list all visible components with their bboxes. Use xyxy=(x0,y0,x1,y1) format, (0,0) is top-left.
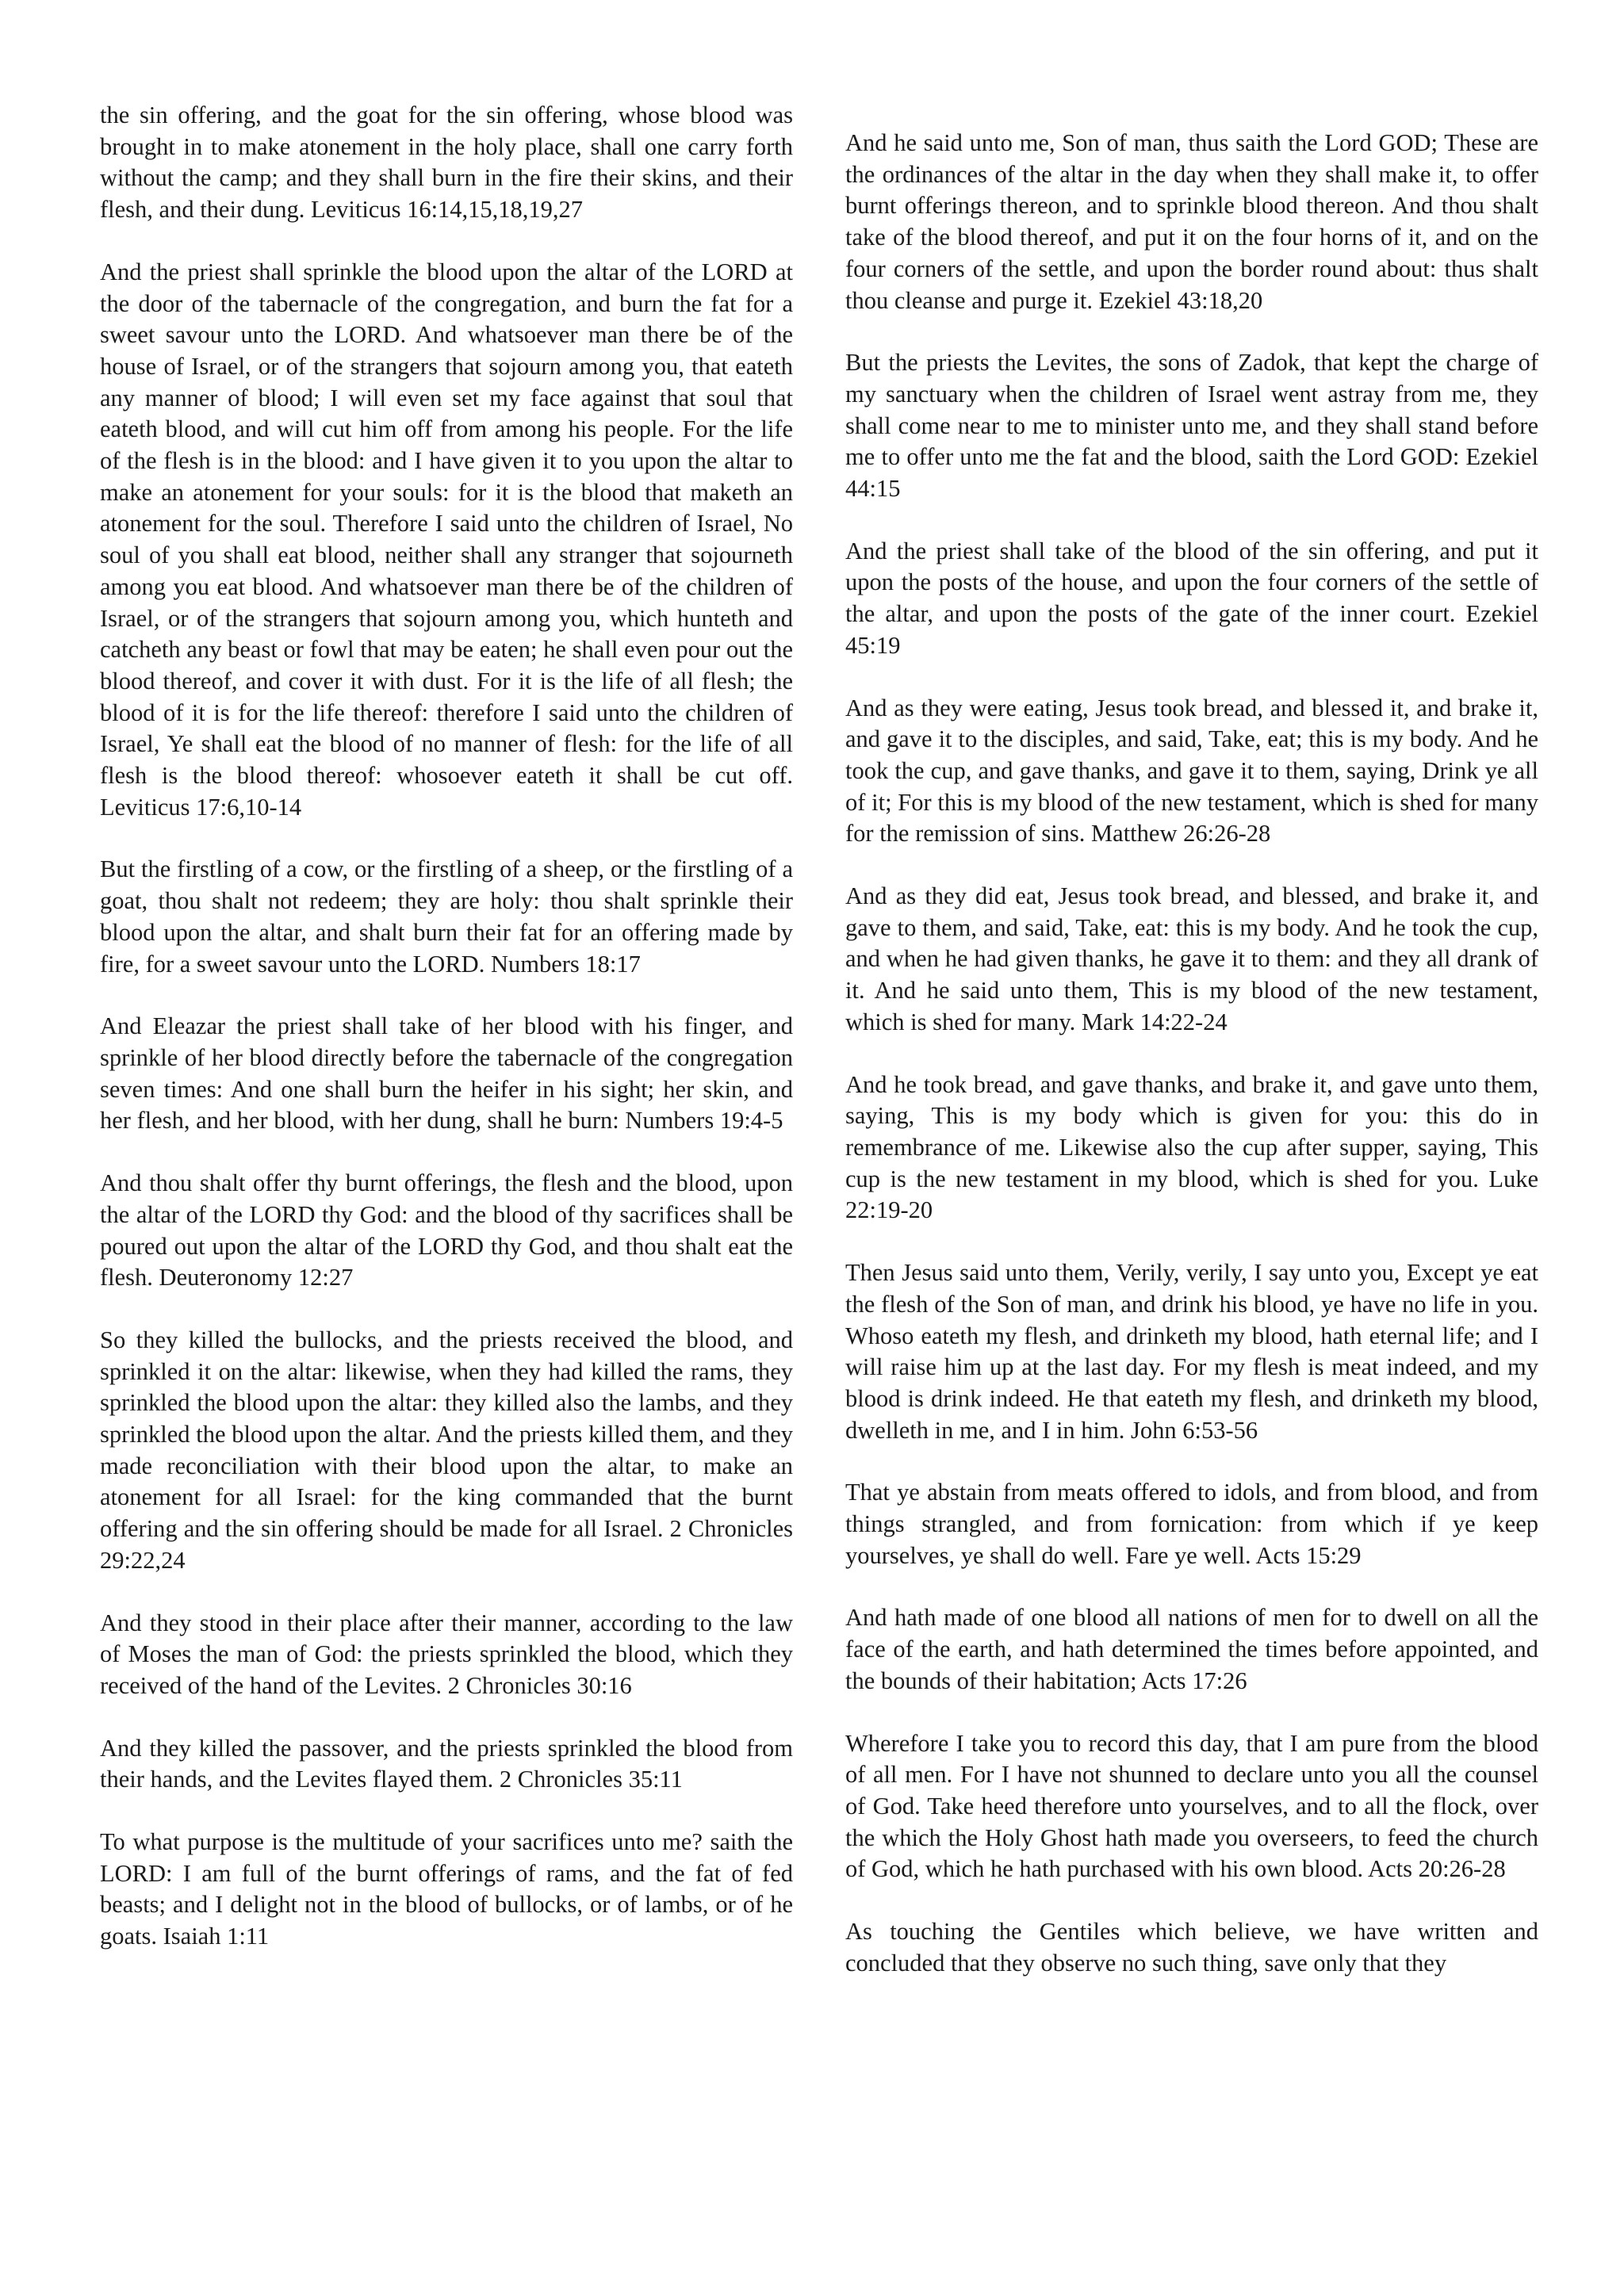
paragraph-mark-14: And as they did eat, Jesus took bread, and blessed, and brake it, and gave to them, and said, Take, eat: this is my body. And he took the cup, and when he had given thanks, he gave it to them: and they all drank of it. And he said unto them, This is my blood of the new testament, which is shed for many. Mark 14:22-24 xyxy=(845,882,1538,1035)
paragraph-2-chronicles-30: And they stood in their place after their manner, according to the law of Moses the man of God: the priests sprinkled the blood, which they received of the hand of the Levites. 2 Chronicles 30:16 xyxy=(100,1609,793,1699)
paragraph-2-chronicles-29: So they killed the bullocks, and the priests received the blood, and sprinkled it on the altar: likewise, when they had killed the rams, they sprinkled the blood upon the altar: they killed also the lambs, and they sprinkled the blood upon the altar. And the priests killed them, and they made reconciliation with their blood upon the altar, to make an atonement for all Israel: for the king commanded that the burnt offering and the sin offering should be made for all Israel. 2 Chronicles 29:22,24 xyxy=(100,1326,793,1574)
paragraph-leviticus-17: And the priest shall sprinkle the blood upon the altar of the LORD at the door of the tabernacle of the congregation, and burn the fat for a sweet savour unto the LORD. And whatsoever man there be of the house of Israel, or of the strangers that sojourn among you, that eateth any manner of blood; I will even set my face against that soul that eateth blood, and will cut him off from among his people. For the life of the flesh is in the blood: and I have given it to you upon the altar to make an atonement for your souls: for it is the blood that maketh an atonement for the soul. Therefore I said unto the children of Israel, No soul of you shall eat blood, neither shall any stranger that sojourneth among you eat blood. And whatsoever man there be of the children of Israel, or of the strangers that sojourn among you, which hunteth and catcheth any beast or fowl that may be eaten; he shall even pour out the blood thereof, and cover it with dust. For it is the life of all flesh; the blood of it is for the life thereof: therefore I said unto the children of Israel, Ye shall eat the blood of no manner of flesh: for the life of all flesh is the blood thereof: whosoever eateth it shall be cut off. Leviticus 17:6,10-14 xyxy=(100,258,793,821)
paragraph-leviticus-16: the sin offering, and the goat for the sin offering, whose blood was brought in to make atonement in the holy place, shall one carry forth without the camp; and they shall burn in the fire their skins, and their flesh, and their dung. Leviticus 16:14,15,18,19,27 xyxy=(100,101,793,224)
paragraph-ezekiel-44: But the priests the Levites, the sons of Zadok, that kept the charge of my sanctuary when the children of Israel went astray from me, they shall come near to me to minister unto me, and they shall stand before me to offer unto me the fat and the blood, saith the Lord GOD: Ezekiel 44:15 xyxy=(845,349,1538,503)
paragraph-acts-21-partial: As touching the Gentiles which believe, we have written and concluded that they observe no such thing, save only that they xyxy=(845,1918,1538,1976)
paragraph-acts-17: And hath made of one blood all nations of men for to dwell on all the face of the earth, and hath determined the times before appointed, and the bounds of their habitation; Acts 17:26 xyxy=(845,1604,1538,1694)
paragraph-john-6: Then Jesus said unto them, Verily, verily, I say unto you, Except ye eat the flesh of the Son of man, and drink his blood, ye have no life in you. Whoso eateth my flesh, and drinketh my blood, hath eternal life; and I will raise him up at the last day. For my flesh is meat indeed, and my blood is drink indeed. He that eateth my flesh, and drinketh my blood, dwelleth in me, and I in him. John 6:53-56 xyxy=(845,1259,1538,1444)
paragraph-ezekiel-43: And he said unto me, Son of man, thus saith the Lord GOD; These are the ordinances of the altar in the day when they shall make it, to offer burnt offerings thereon, and to sprinkle blood thereon. And thou shalt take of the blood thereof, and put it on the four horns of it, and on the four corners of the settle, and upon the border round about: thus shalt thou cleanse and purge it. Ezekiel 43:18,20 xyxy=(845,129,1538,314)
left-column xyxy=(100,100,793,1984)
right-column xyxy=(845,128,1538,2010)
paragraph-acts-15: That ye abstain from meats offered to idols, and from blood, and from things strangled, and from fornication: from which if ye keep yourselves, ye shall do well. Fare ye well. Acts 15:29 xyxy=(845,1479,1538,1569)
paragraph-numbers-19: And Eleazar the priest shall take of her blood with his finger, and sprinkle of her blood directly before the tabernacle of the congregation seven times: And one shall burn the heifer in his sight; her skin, and her flesh, and her blood, with her dung, shall he burn: Numbers 19:4-5 xyxy=(100,1012,793,1135)
paragraph-2-chronicles-35: And they killed the passover, and the priests sprinkled the blood from their hands, and the Levites flayed them. 2 Chronicles 35:11 xyxy=(100,1734,793,1793)
paragraph-isaiah-1: To what purpose is the multitude of your sacrifices unto me? saith the LORD: I am full of the burnt offerings of rams, and the fat of fed beasts; and I delight not in the blood of bullocks, or of lambs, or of he goats. Isaiah 1:11 xyxy=(100,1828,793,1950)
paragraph-matthew-26: And as they were eating, Jesus took bread, and blessed it, and brake it, and gave it to the disciples, and said, Take, eat; this is my body. And he took the cup, and gave thanks, and gave it to them, saying, Drink ye all of it; For this is my blood of the new testament, which is shed for many for the remission of sins. Matthew 26:26-28 xyxy=(845,694,1538,848)
paragraph-ezekiel-45: And the priest shall take of the blood of the sin offering, and put it upon the posts of the house, and upon the four corners of the settle of the altar, and upon the posts of the gate of the inner court. Ezekiel 45:19 xyxy=(845,537,1538,659)
paragraph-luke-22: And he took bread, and gave thanks, and brake it, and gave unto them, saying, This is my body which is given for you: this do in remembrance of me. Likewise also the cup after supper, saying, This cup is the new testament in my blood, which is shed for you. Luke 22:19-20 xyxy=(845,1070,1538,1224)
paragraph-deuteronomy-12: And thou shalt offer thy burnt offerings, the flesh and the blood, upon the altar of the LORD thy God: and the blood of thy sacrifices shall be poured out upon the altar of the LORD thy God, and thou shalt eat the flesh. Deuteronomy 12:27 xyxy=(100,1169,793,1292)
paragraph-numbers-18: But the firstling of a cow, or the firstling of a sheep, or the firstling of a goat, thou shalt not redeem; they are holy: thou shalt sprinkle their blood upon the altar, and shalt burn their fat for an offering made by fire, for a sweet savour unto the LORD. Numbers 18:17 xyxy=(100,855,793,978)
paragraph-acts-20: Wherefore I take you to record this day, that I am pure from the blood of all men. For I have not shunned to declare unto you all the counsel of God. Take heed therefore unto yourselves, and to all the flock, over the which the Holy Ghost hath made you overseers, to feed the church of God, which he hath purchased with his own blood. Acts 20:26-28 xyxy=(845,1729,1538,1883)
